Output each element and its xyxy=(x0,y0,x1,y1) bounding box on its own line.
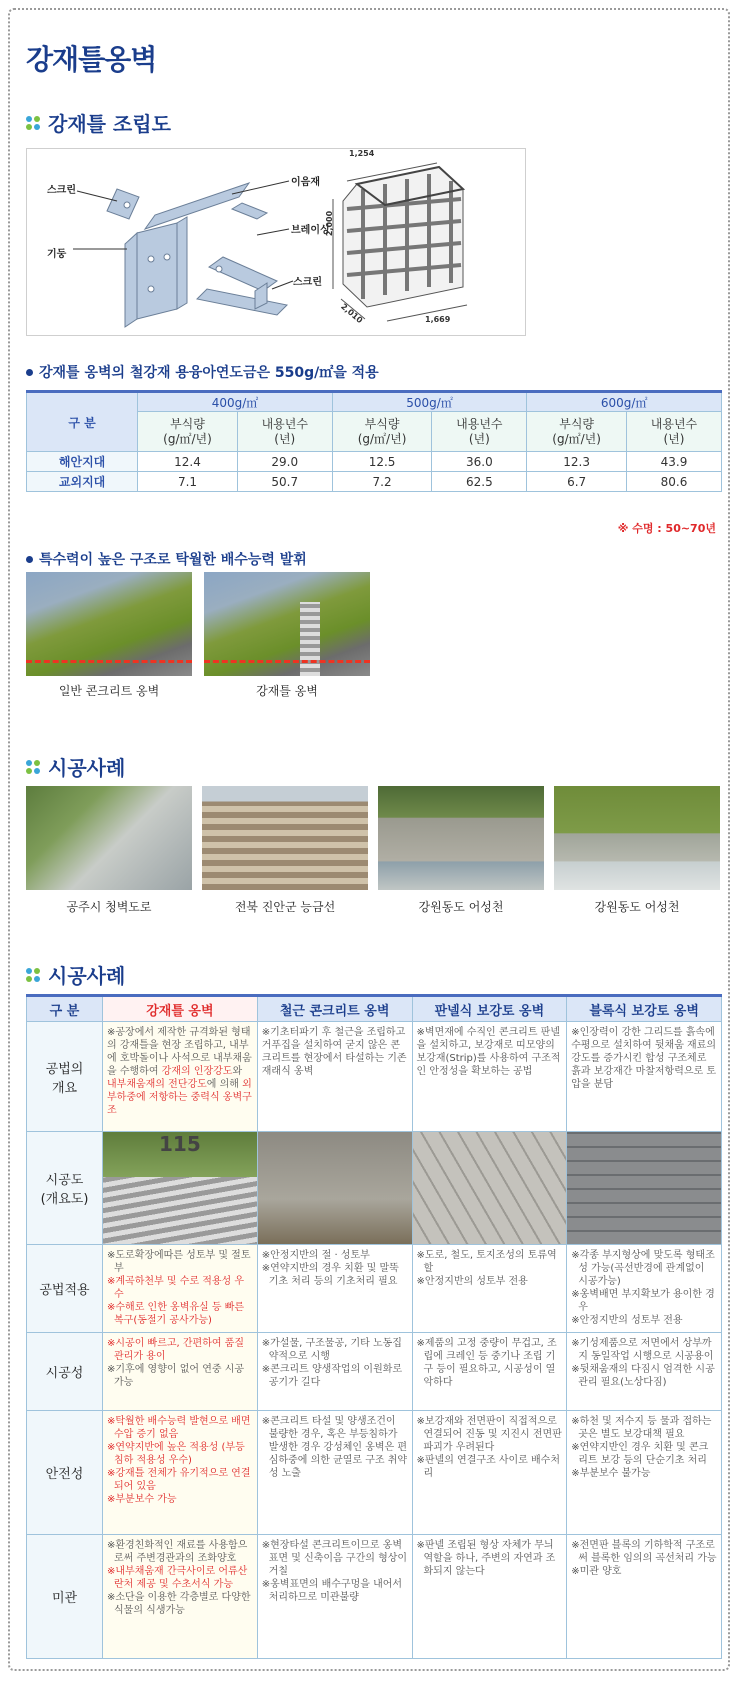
dim-width: 1,254 xyxy=(349,149,375,158)
photo-caption: 공주시 청벽도로 xyxy=(66,900,152,914)
cell xyxy=(103,1245,258,1333)
table-row xyxy=(27,1022,722,1132)
row-label: 공법의 개요 xyxy=(27,1022,103,1132)
cell-line: ※옹벽배면 부지확보가 용이한 경우 xyxy=(571,1289,715,1313)
table-subheader: 내용년수 (년) xyxy=(432,412,527,452)
label-joint: 이음재 xyxy=(291,177,320,188)
table-cell: 12.5 xyxy=(332,452,432,472)
cell-line: ※연약지반인 경우 치환 및 콘크리트 보강 등의 단순기초 처리 xyxy=(571,1442,709,1466)
cell-line: ※미관 양호 xyxy=(571,1566,622,1577)
cell-line: ※콘크리트 타설 및 양생조건이 불량한 경우, 혹은 부등침하가 발생한 경우 강성체인 옹벽은 편심하중에 의한 균열로 구조 취약성 노출 xyxy=(261,1416,408,1479)
row-label: 안전성 xyxy=(27,1411,103,1535)
cell xyxy=(412,1245,567,1333)
cell-line-red: ※부분보수 가능 xyxy=(107,1494,177,1505)
cell-photo xyxy=(567,1132,722,1245)
cell-text-red: 강재의 인장강도 xyxy=(161,1066,233,1077)
cell-line-red: ※수해로 인한 옹벽유실 등 빠른 복구(동절기 공사가능) xyxy=(107,1302,245,1326)
photo-panel-wall xyxy=(413,1132,567,1244)
corrosion-table xyxy=(26,390,722,492)
photo-rc-wall xyxy=(258,1132,412,1244)
photo-caption: 일반 콘크리트 옹벽 xyxy=(58,684,160,698)
photo-caption: 강원동도 어성천 xyxy=(594,900,680,914)
section-heading-cases xyxy=(26,752,125,781)
four-dots-icon xyxy=(26,116,40,130)
dim-length: 1,669 xyxy=(425,315,451,324)
cell-line: ※제품의 고정 중량이 무겁고, 조립에 크레인 등 중기나 조립 기구 등이 필요하고, 시공성이 열악하다 xyxy=(416,1338,557,1388)
table-cell: 7.2 xyxy=(332,472,432,492)
header-gu: 구 분 xyxy=(27,996,103,1022)
dim-height: 2,000 xyxy=(325,210,335,237)
cell-text: 에 의해 xyxy=(206,1079,243,1090)
label-screen-bottom: 스크린 xyxy=(293,277,322,288)
cell-line: ※옹벽표면의 배수구멍을 내어서 처리하므로 미관불량 xyxy=(261,1579,403,1603)
cell xyxy=(567,1245,722,1333)
table-subheader: 부식량 (g/㎡/년) xyxy=(527,412,627,452)
row-label: 해안지대 xyxy=(27,452,138,472)
table-header-gu: 구 분 xyxy=(27,392,138,452)
header-rc: 철근 콘크리트 옹벽 xyxy=(257,996,412,1022)
table-cell: 80.6 xyxy=(626,472,721,492)
cell-line: ※전면판 블록의 기하학적 구조로써 블록한 임의의 곡선처리 가능 xyxy=(571,1540,717,1564)
cell-text: 와 xyxy=(232,1066,243,1077)
cell-line: ※소단을 이용한 각층별로 다양한 식물의 식생가능 xyxy=(107,1592,251,1616)
case-photo-2 xyxy=(202,786,368,890)
row-label: 시공도 (개요도) xyxy=(27,1132,103,1245)
section-heading-text: 시공사례 xyxy=(48,756,126,780)
section-heading-compare xyxy=(26,960,125,989)
assembly-drawing xyxy=(27,149,525,335)
cell-line-red: ※탁월한 배수능력 발현으로 배면수압 증기 없음 xyxy=(107,1416,251,1440)
bullet-text: 강재틀 옹벽의 철강재 용융아연도금은 550g/㎡을 적용 xyxy=(39,365,379,381)
cell: ※벽면재에 수직인 콘크리트 판넬을 설치하고, 보강재로 띠모양의 보강재(Strip)를 사용하여 구조적인 안정성을 확보하는 공법 xyxy=(412,1022,567,1132)
cell-line: ※판넬의 연결구조 사이로 배수처리 xyxy=(416,1455,560,1479)
table-cell: 12.4 xyxy=(138,452,238,472)
table-header-400: 400g/㎡ xyxy=(138,392,333,412)
cell xyxy=(257,1245,412,1333)
cell-line: ※현장타설 콘크리트이므로 옹벽표면 및 신축이음 구간의 형상이 거칠 xyxy=(261,1540,408,1577)
drain-photo-concrete xyxy=(26,572,192,676)
cell xyxy=(257,1333,412,1411)
cell xyxy=(567,1333,722,1411)
case-photo-3 xyxy=(378,786,544,890)
photo-caption: 강원동도 어성천 xyxy=(418,900,504,914)
table-row xyxy=(27,1333,722,1411)
drain-arrows xyxy=(26,660,192,672)
cell xyxy=(412,1333,567,1411)
bullet-dot-icon xyxy=(26,369,33,376)
four-dots-icon xyxy=(26,760,40,774)
cell-line: ※기성제품으로 저면에서 상부까지 동일작업 시행으로 시공용이 xyxy=(571,1338,714,1362)
cell-line-red: ※연약지반에 높은 적용성 (부등침하 적용성 우수) xyxy=(107,1442,245,1466)
table-cell: 7.1 xyxy=(138,472,238,492)
cell-text: ※공장에서 제작한 규격화된 형태의 강재틀을 현장 조립하고, 내부에 호박돌이나 사석으로 내부채움을 수행하여 xyxy=(107,1027,252,1077)
assembly-diagram xyxy=(26,148,526,336)
label-column: 기둥 xyxy=(47,249,67,260)
cell-photo xyxy=(103,1132,258,1245)
row-label: 교외지대 xyxy=(27,472,138,492)
cell-text-red: 외부하중에 저항하는 중력식 옹벽구조 xyxy=(107,1079,252,1116)
table-row xyxy=(27,452,722,472)
photo-block-wall xyxy=(567,1132,721,1244)
section-heading-text: 강재틀 조립도 xyxy=(48,112,171,136)
table-cell: 12.3 xyxy=(527,452,627,472)
lifespan-note: ※ 수명 : 50~70년 xyxy=(617,522,716,535)
label-screen-top: 스크린 xyxy=(47,185,76,196)
cell xyxy=(412,1411,567,1535)
cell xyxy=(103,1022,258,1132)
table-cell: 29.0 xyxy=(237,452,332,472)
bullet-galvanize xyxy=(26,362,379,382)
cell-text-red: 내부채움재의 전단강도 xyxy=(107,1079,207,1090)
section-heading-assembly xyxy=(26,108,171,137)
cell-line: ※하천 및 저수지 등 물과 접하는 곳은 별도 보강대책 필요 xyxy=(571,1416,712,1440)
cell: ※인장력이 강한 그리드를 흙속에 수평으로 설치하여 뒷채움 재료의 강도를 증가시킨 합성 구조체로 흙과 보강재간 마찰저항력으로 토압을 분담 xyxy=(567,1022,722,1132)
cell-line: ※환경친화적인 재료를 사용함으로써 주변경관과의 조화양호 xyxy=(107,1540,248,1564)
cell-line: ※가설물, 구조물공, 기타 노동집약적으로 시행 xyxy=(261,1338,402,1362)
photo-caption: 전북 진안군 능금선 xyxy=(234,900,336,914)
cell xyxy=(567,1411,722,1535)
photo-caption: 강재틀 옹벽 xyxy=(256,684,318,698)
cell-line: ※안정지반의 성토부 전용 xyxy=(571,1315,683,1326)
cell-line: ※판넬 조립된 형상 자체가 무늬역할을 하나, 주변의 자연과 조화되지 않는다 xyxy=(416,1540,556,1577)
cell-line: ※안정지반의 성토부 전용 xyxy=(416,1276,528,1287)
four-dots-icon xyxy=(26,968,40,982)
cell xyxy=(103,1333,258,1411)
cell xyxy=(412,1535,567,1659)
row-label: 공법적용 xyxy=(27,1245,103,1333)
table-cell: 62.5 xyxy=(432,472,527,492)
cell xyxy=(567,1535,722,1659)
photo-steel-wall xyxy=(103,1132,257,1244)
cell-line: ※콘크리트 양생작업의 이원화로 공기가 길다 xyxy=(261,1364,403,1388)
case-photo-4 xyxy=(554,786,720,890)
table-header-500: 500g/㎡ xyxy=(332,392,527,412)
bullet-dot-icon xyxy=(26,556,33,563)
dim-depth: 2,010 xyxy=(339,301,365,326)
case-photo-1 xyxy=(26,786,192,890)
cell-line-red: ※강재틀 전체가 유기적으로 연결되어 있음 xyxy=(107,1468,251,1492)
cell-line: ※부분보수 불가능 xyxy=(571,1468,651,1479)
comparison-table xyxy=(26,994,722,1659)
header-steel: 강재틀 옹벽 xyxy=(103,996,258,1022)
header-block: 블록식 보강토 옹벽 xyxy=(567,996,722,1022)
cell-line: ※뒷채움재의 다짐시 엄격한 시공관리 필요(노상다짐) xyxy=(571,1364,715,1388)
drain-photo-steel xyxy=(204,572,370,676)
cell-line-red: ※계곡하천부 및 수로 적용성 우수 xyxy=(107,1276,245,1300)
bullet-drainage xyxy=(26,549,307,569)
table-subheader: 부식량 (g/㎡/년) xyxy=(332,412,432,452)
table-row xyxy=(27,472,722,492)
table-subheader: 내용년수 (년) xyxy=(237,412,332,452)
cell-line: ※기후에 영향이 없어 연중 시공 가능 xyxy=(107,1364,245,1388)
bullet-text: 특수력이 높은 구조로 탁월한 배수능력 발휘 xyxy=(39,552,307,568)
cell-line: ※보강재와 전면판이 직접적으로 연결되어 진동 및 지진시 전면판 파괴가 우려된다 xyxy=(416,1416,562,1453)
table-header-600: 600g/㎡ xyxy=(527,392,722,412)
cell-photo xyxy=(412,1132,567,1245)
table-cell: 43.9 xyxy=(626,452,721,472)
table-subheader: 내용년수 (년) xyxy=(626,412,721,452)
cell-line-red: ※내부채움재 간극사이로 어류산란처 제공 및 수초서식 가능 xyxy=(107,1566,248,1590)
table-row xyxy=(27,1132,722,1245)
section-heading-text: 시공사례 xyxy=(48,964,126,988)
table-cell: 50.7 xyxy=(237,472,332,492)
cell-line: ※도로, 철도, 토지조성의 토류역할 xyxy=(416,1250,557,1274)
cell xyxy=(257,1535,412,1659)
table-row xyxy=(27,1245,722,1333)
cell xyxy=(103,1535,258,1659)
photo-number: 115 xyxy=(159,1132,201,1156)
cell-photo xyxy=(257,1132,412,1245)
cell-line: ※안정지반의 절 · 성토부 xyxy=(261,1250,370,1261)
page-title: 강재틀옹벽 xyxy=(26,43,157,76)
table-subheader: 부식량 (g/㎡/년) xyxy=(138,412,238,452)
cell xyxy=(103,1411,258,1535)
row-label: 미관 xyxy=(27,1535,103,1659)
cell-line: ※도로확장에따른 성토부 및 절토부 xyxy=(107,1250,251,1274)
row-label: 시공성 xyxy=(27,1333,103,1411)
cell: ※기초터파기 후 철근을 조립하고 거푸집을 설치하여 굳지 않은 콘크리트를 현장에서 타설하는 기존 재래식 옹벽 xyxy=(257,1022,412,1132)
table-row xyxy=(27,1411,722,1535)
drain-arrows xyxy=(204,660,370,672)
table-row xyxy=(27,1535,722,1659)
cell-line: ※각종 부지형상에 맞도록 형태조성 가능(곡선반경에 관계없이 시공가능) xyxy=(571,1250,715,1287)
cell-line-red: ※시공이 빠르고, 간편하여 품질관리가 용이 xyxy=(107,1338,245,1362)
table-cell: 36.0 xyxy=(432,452,527,472)
header-panel: 판넬식 보강토 옹벽 xyxy=(412,996,567,1022)
label-bracing: 브레이싱 xyxy=(291,225,330,236)
cell xyxy=(257,1411,412,1535)
cell-line: ※연약지반의 경우 치환 및 말뚝 기초 처리 등의 기초처리 필요 xyxy=(261,1263,399,1287)
table-cell: 6.7 xyxy=(527,472,627,492)
